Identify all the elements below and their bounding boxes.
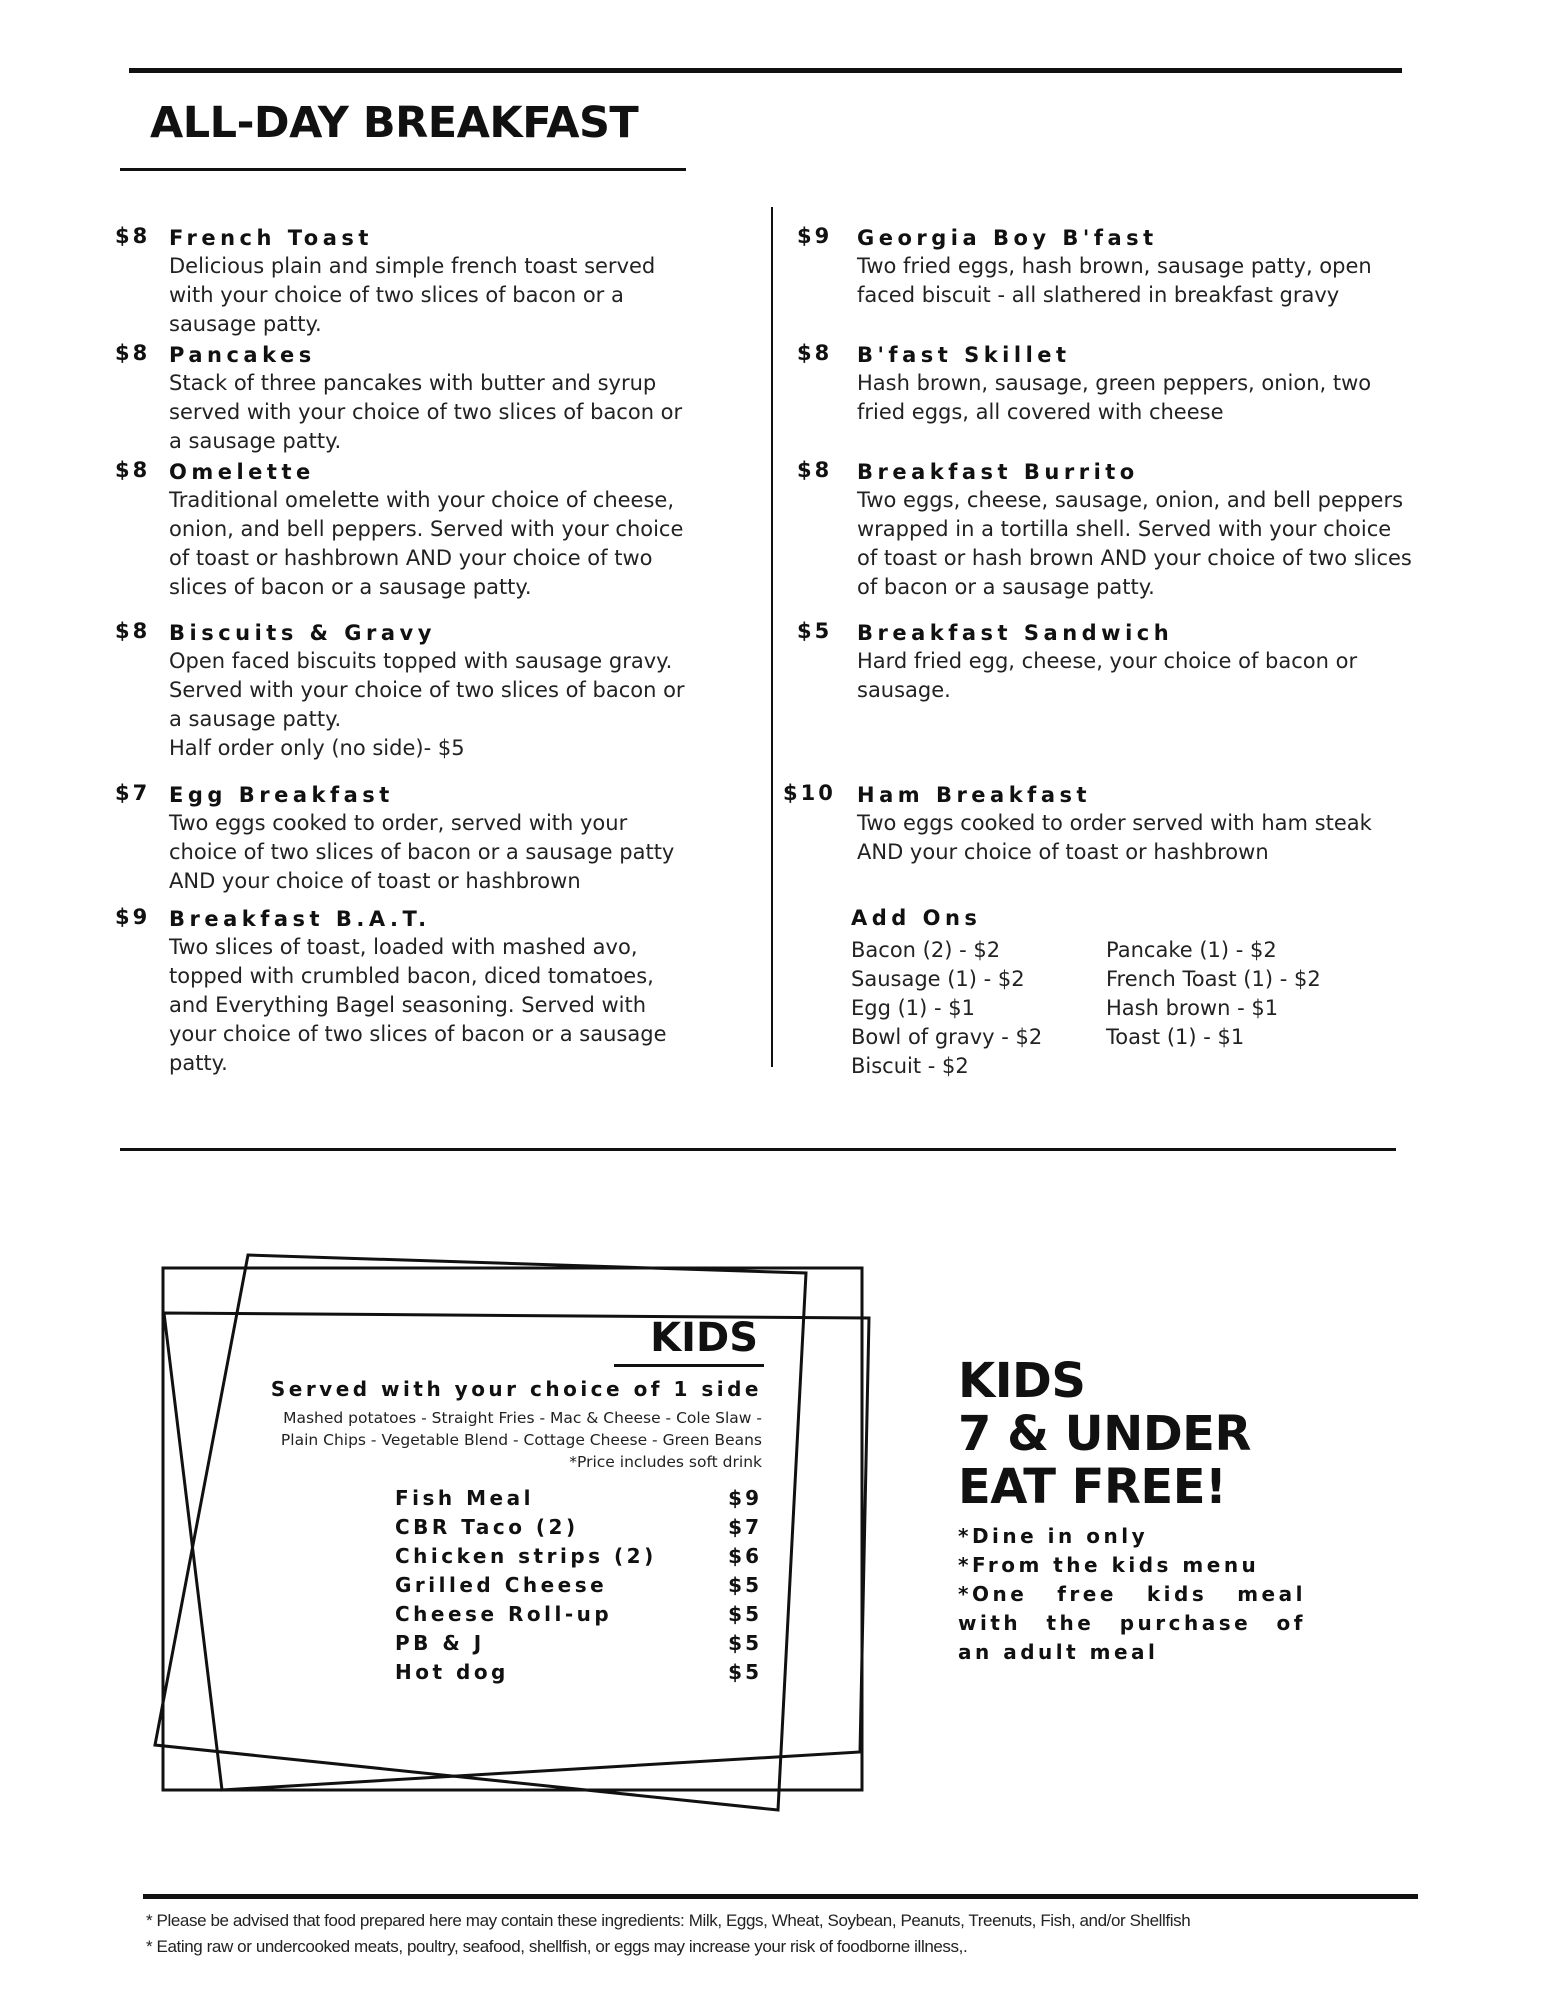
addon-item: French Toast (1) - $2 [1106, 967, 1321, 991]
kids-item-name: Chicken strips (2) [395, 1544, 657, 1568]
promo-word: of [1276, 1611, 1306, 1635]
kids-side-title: Served with your choice of 1 side [270, 1377, 762, 1401]
item-price: $8 [115, 619, 151, 643]
menu-item [115, 458, 749, 602]
middle-rule [120, 1148, 1396, 1151]
addons-title: Add Ons [851, 906, 982, 930]
item-price: $10 [783, 781, 836, 805]
item-name: Breakfast Sandwich [857, 621, 1174, 645]
promo-note: an adult meal [958, 1640, 1159, 1664]
section-title: ALL-DAY BREAKFAST [150, 98, 639, 148]
title-underline [120, 168, 686, 171]
kids-menu-item [395, 1515, 765, 1544]
kids-item-price: $5 [728, 1631, 762, 1655]
promo-note: *Dine in only [958, 1524, 1149, 1548]
menu-item [783, 781, 1477, 867]
addon-item: Sausage (1) - $2 [851, 967, 1025, 991]
addons-column-2 [1106, 936, 1321, 1052]
menu-item [115, 224, 749, 339]
kids-menu-item [395, 1602, 765, 1631]
kids-item-price: $5 [728, 1573, 762, 1597]
promo-line: EAT FREE! [958, 1459, 1227, 1515]
menu-item [115, 905, 749, 1078]
kids-item-name: Grilled Cheese [395, 1573, 608, 1597]
item-price: $7 [115, 781, 151, 805]
addon-item: Toast (1) - $1 [1106, 1025, 1245, 1049]
menu-item [115, 619, 749, 763]
item-description: Two eggs cooked to order served with ham steak AND your choice of toast or hashbrown [857, 811, 1372, 864]
kids-item-price: $5 [728, 1602, 762, 1626]
addon-item: Bacon (2) - $2 [851, 938, 1001, 962]
kids-item-name: Cheese Roll-up [395, 1602, 613, 1626]
item-name: Omelette [169, 460, 315, 484]
menu-item [115, 341, 749, 456]
item-description: Traditional omelette with your choice of cheese, onion, and bell peppers. Served with your choice of toast or hashbrown AND your choice of two slices of bacon or a sausage patty. [169, 488, 684, 599]
item-price: $8 [115, 458, 151, 482]
item-name: French Toast [169, 226, 373, 250]
promo-word: free [1057, 1582, 1117, 1606]
promo-notes [958, 1522, 1308, 1667]
addon-item: Pancake (1) - $2 [1106, 938, 1277, 962]
promo-note: *From the kids menu [958, 1553, 1260, 1577]
item-price: $9 [797, 224, 833, 248]
item-description: Two fried eggs, hash brown, sausage patty, open faced biscuit - all slathered in breakfast gravy [857, 254, 1372, 307]
promo-line: 7 & UNDER [958, 1406, 1251, 1462]
item-price: $9 [115, 905, 151, 929]
kids-drink-note: *Price includes soft drink [569, 1453, 762, 1471]
kids-menu-item [395, 1631, 765, 1660]
kids-menu-item [395, 1573, 765, 1602]
kids-item-name: CBR Taco (2) [395, 1515, 579, 1539]
kids-eat-free-headline [958, 1355, 1251, 1514]
item-name: B'fast Skillet [857, 343, 1071, 367]
kids-item-price: $7 [728, 1515, 762, 1539]
kids-title-underline [614, 1364, 764, 1367]
item-description: Hash brown, sausage, green peppers, onion, two fried eggs, all covered with cheese [857, 371, 1372, 424]
allergen-notice: * Please be advised that food prepared here may contain these ingredients: Milk, Eggs, Wheat, Soybean, Peanuts, Treenuts, Fish, and/or Shellfish [146, 1911, 1191, 1930]
kids-item-name: PB & J [395, 1631, 485, 1655]
kids-menu-item [395, 1486, 765, 1515]
item-description: Two slices of toast, loaded with mashed avo, topped with crumbled bacon, diced tomatoes, and Everything Bagel seasoning. Served with your choice of two slices of bacon or a sausage patty. [169, 935, 667, 1075]
addon-item: Bowl of gravy - $2 [851, 1025, 1043, 1049]
item-description: Two eggs cooked to order, served with your choice of two slices of bacon or a sausage patty AND your choice of toast or hashbrown [169, 811, 675, 893]
item-name: Breakfast Burrito [857, 460, 1139, 484]
promo-note [958, 1580, 1306, 1609]
kids-menu-list [395, 1486, 765, 1689]
kids-item-name: Hot dog [395, 1660, 509, 1684]
item-price: $5 [797, 619, 833, 643]
item-price: $8 [797, 341, 833, 365]
kids-sides-line: Plain Chips - Vegetable Blend - Cottage Cheese - Green Beans [280, 1431, 762, 1449]
item-name: Breakfast B.A.T. [169, 907, 431, 931]
kids-sides [200, 1407, 762, 1473]
promo-word: purchase [1119, 1611, 1252, 1635]
footer-rule [143, 1894, 1418, 1899]
kids-item-price: $6 [728, 1544, 762, 1568]
kids-sides-line: Mashed potatoes - Straight Fries - Mac & Cheese - Cole Slaw - [283, 1409, 762, 1427]
promo-word: kids [1146, 1582, 1208, 1606]
item-description: Delicious plain and simple french toast served with your choice of two slices of bacon or a sausage patty. [169, 254, 656, 336]
kids-item-price: $9 [728, 1486, 762, 1510]
kids-item-name: Fish Meal [395, 1486, 534, 1510]
menu-item [797, 458, 1477, 602]
item-name: Georgia Boy B'fast [857, 226, 1158, 250]
addons-column-1 [851, 936, 1042, 1081]
addon-item: Hash brown - $1 [1106, 996, 1279, 1020]
item-description: Stack of three pancakes with butter and syrup served with your choice of two slices of bacon or a sausage patty. [169, 371, 683, 453]
item-price: $8 [115, 224, 151, 248]
kids-menu-item [395, 1660, 765, 1689]
item-name: Ham Breakfast [857, 783, 1092, 807]
kids-item-price: $5 [728, 1660, 762, 1684]
column-divider [771, 207, 773, 1067]
addon-item: Egg (1) - $1 [851, 996, 976, 1020]
item-description: Open faced biscuits topped with sausage gravy. Served with your choice of two slices of bacon or a sausage patty. Half order only (no side)- $5 [169, 649, 685, 760]
promo-note [958, 1609, 1306, 1638]
addon-item: Biscuit - $2 [851, 1054, 969, 1078]
menu-item [797, 341, 1477, 427]
promo-word: with [958, 1611, 1022, 1635]
allergen-footer [146, 1908, 1190, 1960]
menu-item [797, 224, 1477, 310]
item-description: Hard fried egg, cheese, your choice of bacon or sausage. [857, 649, 1358, 702]
kids-menu-item [395, 1544, 765, 1573]
promo-word: the [1046, 1611, 1095, 1635]
item-description: Two eggs, cheese, sausage, onion, and bell peppers wrapped in a tortilla shell. Served with your choice of toast or hash brown AND your choice of two slices of bacon or a sausage patty. [857, 488, 1412, 599]
menu-item [115, 781, 749, 896]
item-name: Egg Breakfast [169, 783, 394, 807]
item-name: Pancakes [169, 343, 316, 367]
kids-title: KIDS [650, 1315, 758, 1361]
top-rule [129, 68, 1402, 73]
raw-food-notice: * Eating raw or undercooked meats, poultry, seafood, shellfish, or eggs may increase your risk of foodborne illness,. [146, 1937, 968, 1956]
item-price: $8 [797, 458, 833, 482]
item-price: $8 [115, 341, 151, 365]
promo-word: meal [1237, 1582, 1306, 1606]
menu-item [797, 619, 1477, 705]
promo-word: *One [958, 1582, 1028, 1606]
promo-line: KIDS [958, 1353, 1086, 1409]
item-name: Biscuits & Gravy [169, 621, 436, 645]
